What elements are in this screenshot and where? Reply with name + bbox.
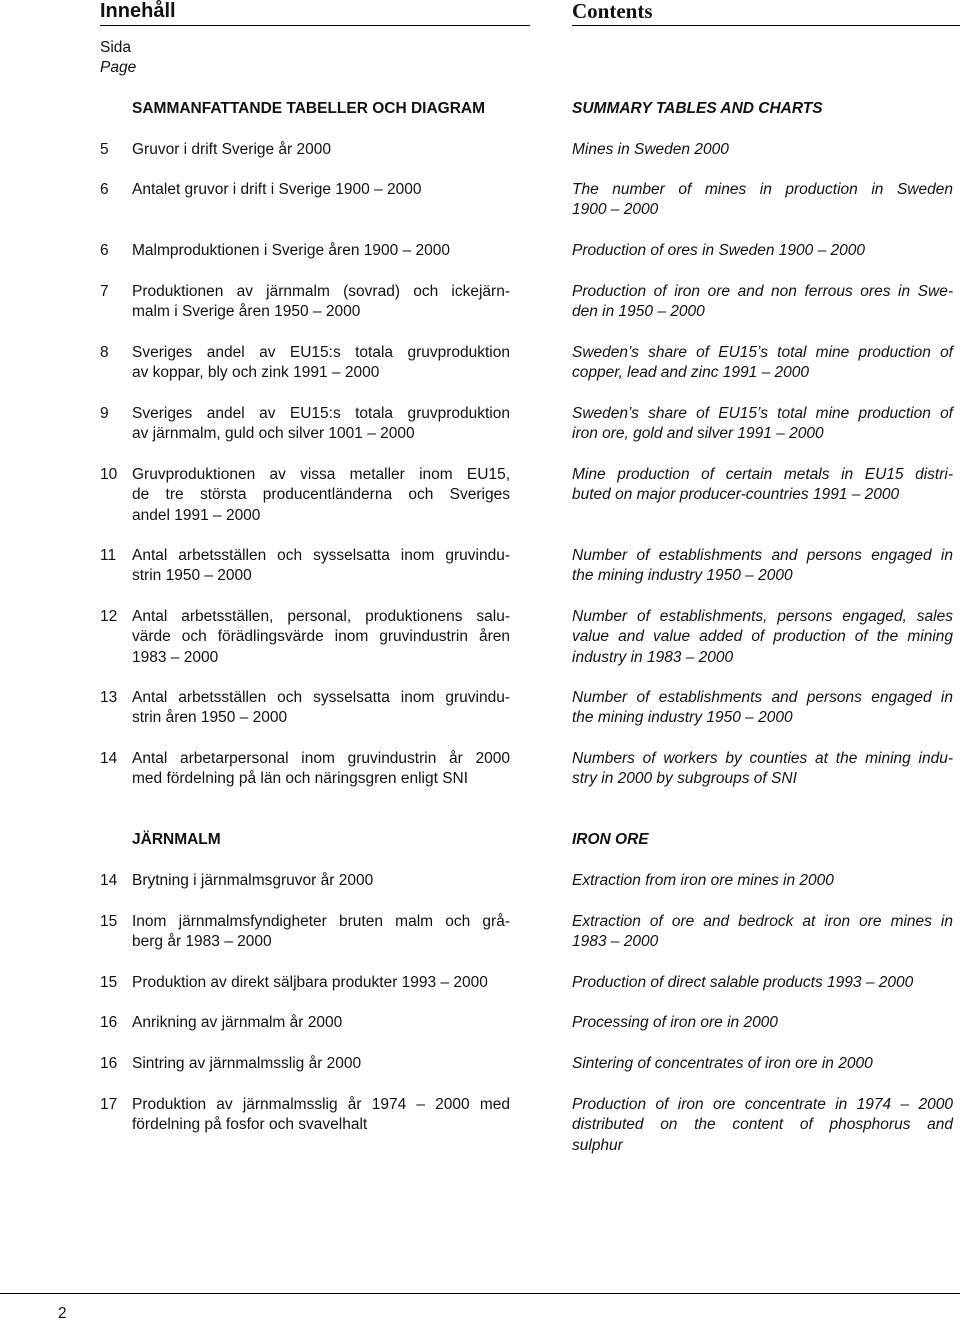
toc-title-sv [132, 1054, 510, 1074]
toc-title-en [572, 1054, 953, 1074]
toc-page-number: 9 [100, 405, 109, 422]
toc-line-en: industry in 1983 – 2000 [572, 648, 734, 666]
toc-line-en: sulphur [572, 1136, 623, 1154]
toc-title-sv [132, 688, 510, 729]
toc-title-en [572, 546, 953, 587]
toc-line-sv: de tre största producentländerna och Sveriges [132, 486, 510, 504]
toc-line-sv: värde och förädlingsvärde inom gruvindustrin åren [132, 628, 510, 646]
toc-title-sv [132, 749, 510, 790]
section-title-sv: SAMMANFATTANDE TABELLER OCH DIAGRAM [132, 100, 486, 117]
toc-title-sv [132, 607, 510, 668]
toc-line-en: Sweden’s share of EU15’s total mine production of [572, 405, 953, 422]
toc-line-en: Number of establishments and persons engaged in [572, 689, 953, 706]
toc-page-number: 5 [100, 141, 109, 158]
toc-title-sv [132, 241, 510, 261]
toc-line-en: Production of ores in Sweden 1900 – 2000 [572, 242, 865, 259]
toc-title-sv [132, 343, 510, 384]
toc-line-en: Extraction of ore and bedrock at iron ore mines in [572, 913, 953, 930]
toc-page-number: 6 [100, 181, 109, 198]
contents-title-en: Contents [572, 0, 960, 26]
toc-title-en [572, 140, 953, 160]
toc-title-en [572, 180, 953, 221]
toc-title-sv [132, 1013, 510, 1033]
toc-line-en: Production of iron ore concentrate in 1974 – 2000 [572, 1096, 953, 1113]
section-title-en: IRON ORE [572, 831, 649, 848]
toc-line-sv: Gruvproduktionen av vissa metaller inom EU15, [132, 466, 510, 483]
toc-line-en: 1983 – 2000 [572, 933, 659, 951]
toc-title-sv [132, 404, 510, 445]
toc-title-en [572, 465, 953, 506]
toc-line-sv: av järnmalm, guld och silver 1001 – 2000 [132, 425, 415, 443]
toc-line-en: Number of establishments, persons engaged, sales [572, 608, 953, 625]
toc-line-sv: Sveriges andel av EU15:s totala gruvproduktion [132, 405, 510, 422]
toc-line-sv: Gruvor i drift Sverige år 2000 [132, 141, 332, 158]
toc-line-sv: strin 1950 – 2000 [132, 567, 252, 585]
toc-title-sv [132, 546, 510, 587]
toc-line-en: Sweden’s share of EU15’s total mine production of [572, 344, 953, 361]
toc-line-sv: Produktion av järnmalmsslig år 1974 – 2000 med [132, 1096, 510, 1113]
toc-line-sv: Sintring av järnmalmsslig år 2000 [132, 1055, 362, 1072]
section-title-en: SUMMARY TABLES AND CHARTS [572, 100, 823, 117]
toc-title-sv [132, 180, 510, 200]
toc-title-sv [132, 1095, 510, 1136]
toc-line-sv: fördelning på fosfor och svavelhalt [132, 1116, 368, 1134]
toc-title-sv [132, 282, 510, 323]
toc-line-en: stry in 2000 by subgroups of SNI [572, 770, 797, 788]
toc-page-number: 8 [100, 344, 109, 361]
toc-page-number: 12 [100, 608, 118, 625]
toc-line-en: Extraction from iron ore mines in 2000 [572, 872, 834, 889]
toc-title-en [572, 1013, 953, 1033]
toc-line-en: Production of iron ore and non ferrous ores in Swe- [572, 283, 953, 300]
toc-line-sv: Antal arbetsställen och sysselsatta inom gruvindu- [132, 547, 510, 564]
toc-line-sv: 1983 – 2000 [132, 648, 219, 666]
toc-line-sv: Antal arbetsställen och sysselsatta inom gruvindu- [132, 689, 510, 706]
footer-rule [0, 1293, 960, 1294]
toc-title-en [572, 282, 953, 323]
toc-title-sv [132, 140, 510, 160]
toc-page-number: 10 [100, 466, 118, 483]
toc-line-sv: andel 1991 – 2000 [132, 506, 261, 524]
toc-title-sv [132, 973, 510, 993]
toc-line-en: copper, lead and zinc 1991 – 2000 [572, 364, 809, 382]
toc-line-sv: Malmproduktionen i Sverige åren 1900 – 2000 [132, 242, 450, 259]
toc-line-sv: Produktion av direkt säljbara produkter 1993 – 2000 [132, 974, 488, 991]
toc-line-en: den in 1950 – 2000 [572, 303, 705, 321]
section-title-sv: JÄRNMALM [132, 831, 221, 848]
toc-page-number: 15 [100, 913, 118, 930]
toc-page-number: 15 [100, 974, 118, 991]
toc-line-sv: Produktionen av järnmalm (sovrad) och ickejärn- [132, 283, 510, 300]
toc-line-sv: malm i Sverige åren 1950 – 2000 [132, 303, 361, 321]
toc-page-number: 16 [100, 1055, 118, 1072]
toc-title-en [572, 749, 953, 790]
toc-line-sv: med fördelning på län och näringsgren enligt SNI [132, 770, 469, 788]
page-label-sv: Sida [100, 39, 132, 56]
page-label-en: Page [100, 59, 137, 77]
toc-line-en: Mine production of certain metals in EU15 distri- [572, 466, 953, 483]
toc-line-sv: Antalet gruvor i drift i Sverige 1900 – 2000 [132, 181, 422, 198]
toc-title-en [572, 688, 953, 729]
toc-page-number: 14 [100, 750, 118, 767]
toc-line-en: the mining industry 1950 – 2000 [572, 567, 793, 585]
toc-line-sv: strin åren 1950 – 2000 [132, 709, 288, 727]
toc-line-en: Production of direct salable products 1993 – 2000 [572, 974, 914, 991]
toc-title-en [572, 343, 953, 384]
page-column-label [100, 38, 136, 79]
toc-line-en: buted on major producer-countries 1991 – 2000 [572, 486, 900, 504]
toc-line-en: 1900 – 2000 [572, 201, 659, 219]
toc-line-en: Mines in Sweden 2000 [572, 141, 729, 158]
toc-line-en: value and value added of production of the mining [572, 628, 953, 646]
toc-line-sv: Antal arbetsställen, personal, produktionens salu- [132, 608, 510, 625]
toc-title-en [572, 1095, 953, 1156]
toc-page-number: 7 [100, 283, 109, 300]
toc-line-en: Sintering of concentrates of iron ore in 2000 [572, 1055, 873, 1072]
toc-title-en [572, 607, 953, 668]
toc-title-en [572, 871, 953, 891]
toc-line-sv: Sveriges andel av EU15:s totala gruvproduktion [132, 344, 510, 361]
toc-line-en: Number of establishments and persons engaged in [572, 547, 953, 564]
toc-page-number: 11 [100, 547, 117, 564]
toc-title-en [572, 973, 953, 993]
toc-title-en [572, 404, 953, 445]
toc-line-en: the mining industry 1950 – 2000 [572, 709, 793, 727]
toc-title-sv [132, 912, 510, 953]
toc-line-sv: av koppar, bly och zink 1991 – 2000 [132, 364, 380, 382]
toc-title-sv [132, 465, 510, 526]
toc-page-number: 6 [100, 242, 109, 259]
toc-line-en: iron ore, gold and silver 1991 – 2000 [572, 425, 824, 443]
page-number: 2 [58, 1305, 67, 1322]
toc-page-number: 17 [100, 1096, 118, 1113]
toc-title-en [572, 912, 953, 953]
toc-line-sv: Brytning i järnmalmsgruvor år 2000 [132, 872, 374, 889]
contents-title-sv: Innehåll [100, 0, 530, 26]
toc-line-sv: berg år 1983 – 2000 [132, 933, 272, 951]
toc-line-en: distributed on the content of phosphorus and [572, 1116, 953, 1134]
toc-line-sv: Antal arbetarpersonal inom gruvindustrin år 2000 [132, 750, 510, 767]
toc-page-number: 14 [100, 872, 118, 889]
toc-line-en: Processing of iron ore in 2000 [572, 1014, 778, 1031]
toc-line-sv: Inom järnmalmsfyndigheter bruten malm och grå- [132, 913, 510, 930]
toc-line-sv: Anrikning av järnmalm år 2000 [132, 1014, 343, 1031]
toc-page-number: 13 [100, 689, 118, 706]
toc-title-en [572, 241, 953, 261]
toc-line-en: Numbers of workers by counties at the mining indu- [572, 750, 953, 767]
toc-page-number: 16 [100, 1014, 118, 1031]
toc-line-en: The number of mines in production in Sweden [572, 181, 953, 198]
toc-title-sv [132, 871, 510, 891]
